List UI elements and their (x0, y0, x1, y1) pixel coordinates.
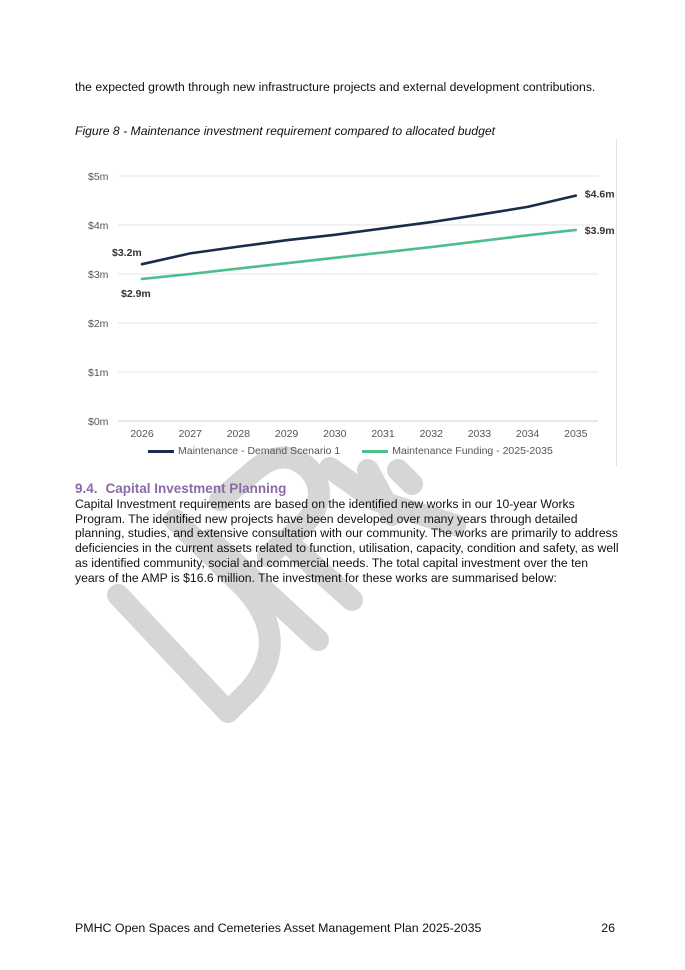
maintenance-investment-chart (76, 139, 617, 466)
legend-label-funding: Maintenance Funding - 2025-2035 (392, 445, 553, 457)
footer-page-number: 26 (601, 921, 615, 935)
legend-swatch-funding (362, 450, 388, 453)
data-label: $3.2m (112, 247, 142, 260)
series-line-funding (142, 230, 576, 279)
section-heading (75, 481, 286, 496)
x-tick-label: 2033 (467, 428, 492, 440)
y-tick-label: $5m (88, 171, 109, 183)
data-label: $2.9m (121, 287, 151, 300)
data-label: $3.9m (584, 224, 615, 237)
y-tick-label: $1m (88, 367, 109, 379)
chart-canvas (76, 139, 616, 466)
y-tick-label: $0m (88, 416, 109, 428)
page-footer (75, 921, 615, 935)
y-tick-label: $3m (88, 269, 109, 281)
legend-swatch-demand (148, 450, 174, 453)
x-tick-label: 2028 (226, 428, 251, 440)
section-title: Capital Investment Planning (105, 481, 287, 496)
x-tick-label: 2032 (419, 428, 443, 440)
legend-item-demand (148, 445, 340, 457)
x-tick-label: 2027 (178, 428, 202, 440)
y-tick-label: $2m (88, 318, 109, 330)
legend-label-demand: Maintenance - Demand Scenario 1 (178, 445, 341, 457)
x-tick-label: 2035 (564, 428, 588, 440)
chart-legend (148, 443, 553, 459)
x-tick-label: 2030 (323, 428, 347, 440)
section-body-paragraph: Capital Investment requirements are based on the identified new works in our 10-year Works Program. The identified new projects have been developed over many years through detailed planning, studies, and extensive consultation with our community. The works are primarily to address deficiencies in the current assets related to function, utilisation, capacity, condition and safety, as well as identified community, social and commercial needs. The total capital investment over the ten years of the AMP is $16.6 million. The investment for these works are summarised below: (75, 497, 619, 585)
y-tick-label: $4m (88, 220, 109, 232)
section-number: 9.4. (75, 481, 98, 496)
x-tick-label: 2029 (274, 428, 299, 440)
intro-paragraph: the expected growth through new infrastructure projects and external development contributions. (75, 80, 596, 94)
x-tick-label: 2026 (130, 428, 154, 440)
data-label: $4.6m (584, 188, 615, 201)
legend-item-funding (362, 445, 553, 457)
x-tick-label: 2031 (371, 428, 395, 440)
footer-document-title: PMHC Open Spaces and Cemeteries Asset Management Plan 2025-2035 (75, 921, 482, 935)
figure-caption: Figure 8 - Maintenance investment requirement compared to allocated budget (75, 124, 496, 138)
x-tick-label: 2034 (515, 428, 540, 440)
